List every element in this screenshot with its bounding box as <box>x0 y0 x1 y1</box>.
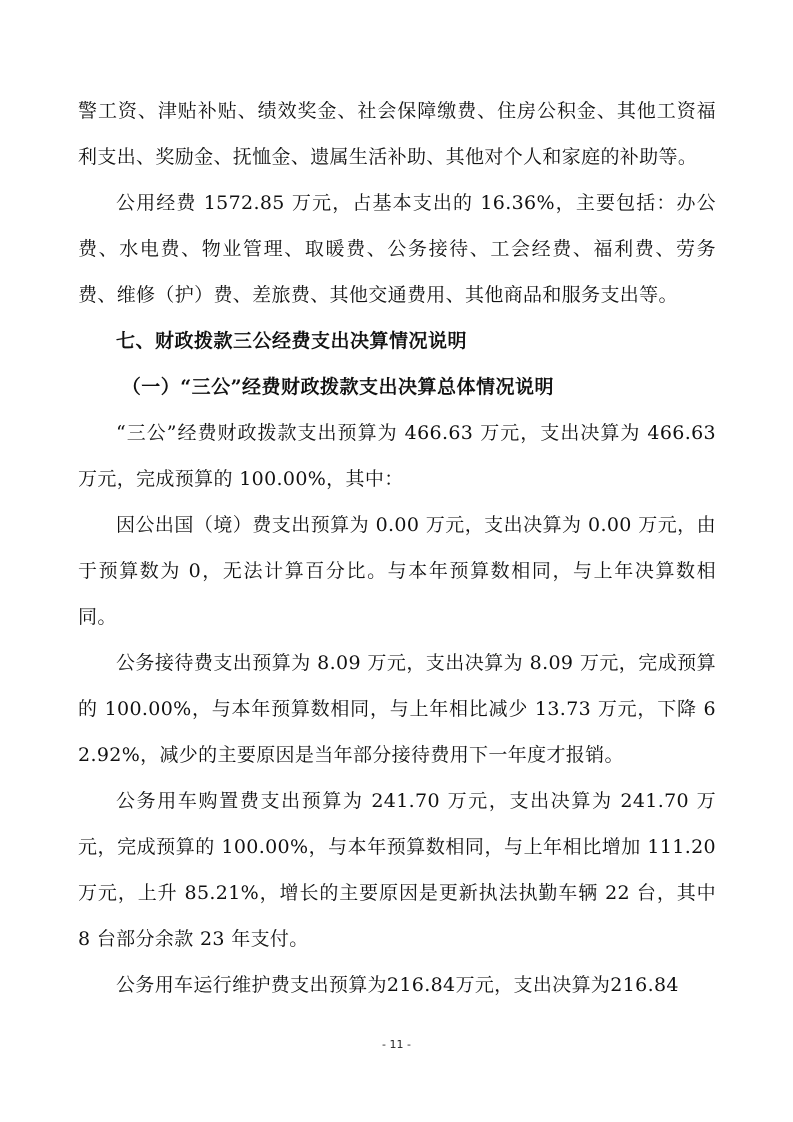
subsection-heading: （一）“三公”经费财政拨款支出决算总体情况说明 <box>121 376 555 398</box>
paragraph-overseas-travel: 因公出国（境）费支出预算为 0.00 万元，支出决算为 0.00 万元，由于预算数为 0，无法计算百分比。与本年预算数相同，与上年决算数相同。 <box>78 514 716 628</box>
paragraph-three-public-total: “三公”经费财政拨款支出预算为 466.63 万元，支出决算为 466.63 万元，完成预算的 100.00%，其中： <box>78 422 716 490</box>
document-page <box>78 88 716 1008</box>
paragraph-public-expenses: 公用经费 1572.85 万元，占基本支出的 16.36%，主要包括：办公费、水电费、物业管理、取暖费、公务接待、工会经费、福利费、劳务费、维修（护）费、差旅费、其他交通费用、其他商品和服务支出等。 <box>78 192 716 306</box>
page-number: - 11 - <box>382 1038 411 1051</box>
paragraph-personnel-expenses: 警工资、津贴补贴、绩效奖金、社会保障缴费、住房公积金、其他工资福利支出、奖励金、抚恤金、遗属生活补助、其他对个人和家庭的补助等。 <box>78 100 716 168</box>
paragraph-vehicle-purchase: 公务用车购置费支出预算为 241.70 万元，支出决算为 241.70 万元，完成预算的 100.00%，与本年预算数相同，与上年相比增加 111.20 万元，上升 85.21%，增长的主要原因是更新执法执勤车辆 22 台，其中 8 台部分余款 23 年支付。 <box>78 790 716 950</box>
section-heading: 七、财政拨款三公经费支出决算情况说明 <box>116 330 468 352</box>
paragraph-reception: 公务接待费支出预算为 8.09 万元，支出决算为 8.09 万元，完成预算的 100.00%，与本年预算数相同，与上年相比减少 13.73 万元，下降 62.92%，减少的主要原因是当年部分接待费用下一年度才报销。 <box>78 652 716 766</box>
paragraph-vehicle-maintenance: 公务用车运行维护费支出预算为216.84万元，支出决算为216.84 <box>116 974 679 996</box>
